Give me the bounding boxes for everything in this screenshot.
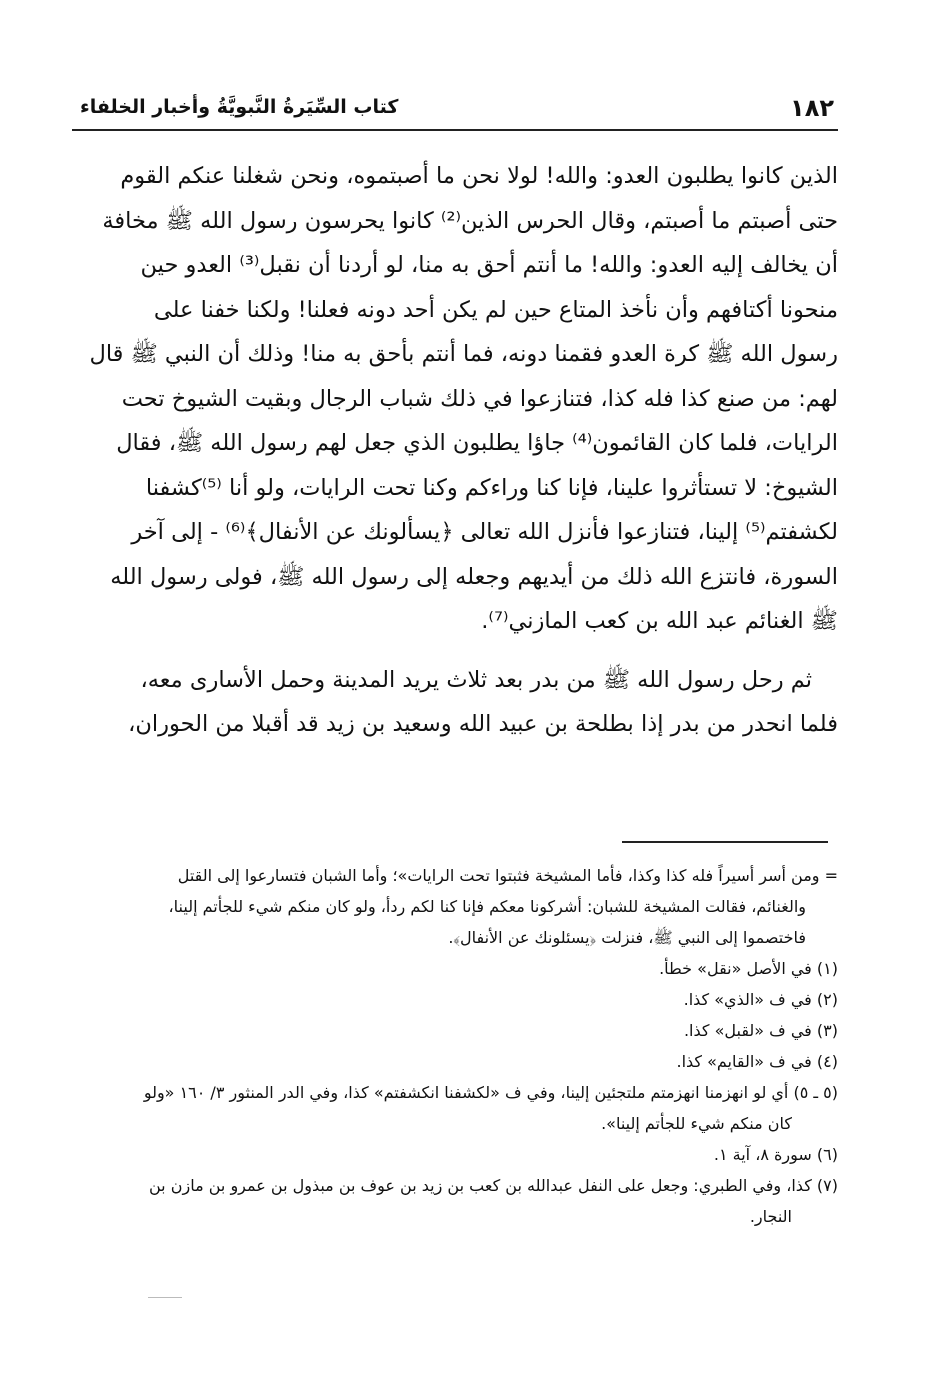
- text-line: الذين كانوا يطلبون العدو: والله! لولا نحن ما أصبتموه، ونحن شغلنا عنكم القوم: [120, 163, 838, 189]
- page-number: ١٨٢: [790, 94, 834, 122]
- footnote-4: (٤) في ف «القايم» كذا.: [676, 1052, 838, 1071]
- footnote-continuation-line: فاختصموا إلى النبي ﷺ، فنزلت ﴿يسئلونك عن الأنفال﴾.: [448, 928, 806, 947]
- footnote-5: (٥ ـ ٥) أي لو انهزمنا انهزمتم ملتجئين إلينا، وفي ف «لكشفنا انكشفتم» كذا، وفي الدر المنثور ٣/ ١٦٠ «ولو: [143, 1083, 838, 1102]
- footnote-2: (٢) في ف «الذي» كذا.: [683, 990, 838, 1009]
- footnote-7: (٧) كذا، وفي الطبري: وجعل على النفل عبدالله بن كعب بن زيد بن عوف بن مبذول بن عمرو بن مازن بن: [149, 1176, 838, 1195]
- footnote-continuation-line: والغنائم، فقالت المشيخة للشبان: أشركونا معكم فإنا كنا لكم ردأ، ولو كان منكم شيء للجأتم إلينا،: [168, 897, 806, 916]
- footnote-7-continuation: النجار.: [749, 1207, 792, 1226]
- text-line: الشيوخ: لا تستأثروا علينا، فإنا كنا وراءكم وكنا تحت الرايات، ولو أنا ⁽⁵⁾كشفنا: [145, 474, 838, 501]
- footnotes: [74, 860, 838, 1232]
- footnote-continuation-line: = ومن أسر أسيراً فله كذا وكذا، فأما المشيخة فثبتوا تحت الرايات»؛ وأما الشبان فتسارعوا إلى القتل: [177, 866, 838, 885]
- text-line: ﷺ الغنائم عبد الله بن كعب المازني⁽⁷⁾.: [481, 608, 838, 634]
- text-line: لهم: من صنع كذا فله كذا، فتنازعوا في ذلك شباب الرجال وبقيت الشيوخ تحت: [121, 385, 838, 412]
- running-head: [72, 88, 838, 128]
- scan-mark: [148, 1297, 182, 1298]
- footnote-6: (٦) سورة ٨، آية ١.: [713, 1145, 838, 1164]
- text-line: منحونا أكتافهم وأن نأخذ المتاع حين لم يكن أحد دونه فعلنا! ولكنا خفنا على: [153, 296, 838, 323]
- footnote-1: (١) في الأصل «نقل» خطأ.: [659, 959, 838, 978]
- text-line: فلما انحدر من بدر إذا بطلحة بن عبيد الله وسعيد بن زيد قد أقبلا من الحوران،: [128, 711, 838, 737]
- text-line: أن يخالف إليه العدو: والله! ما أنتم أحق به منا، لو أردنا أن نقبل⁽³⁾ العدو حين: [140, 252, 838, 278]
- text-line: الرايات، فلما كان القائمون⁽⁴⁾ جاؤا يطلبون الذي جعل لهم رسول الله ﷺ، فقال: [116, 430, 838, 456]
- text-line: ثم رحل رسول الله ﷺ من بدر بعد ثلاث يريد المدينة وحمل الأسارى معه،: [140, 666, 812, 693]
- footnote-3: (٣) في ف «لقبل» كذا.: [683, 1021, 838, 1040]
- footnote-separator: [622, 841, 828, 843]
- text-line: رسول الله ﷺ كرة العدو فقمنا دونه، فما أنتم بأحق به منا! وذلك أن النبي ﷺ قال: [89, 341, 838, 367]
- book-title: كتاب السِّيَرةُ النَّبويَّةُ وأخبار الخلفاء: [80, 96, 399, 118]
- text-line: لكشفتم⁽⁵⁾ إلينا، فتنازعوا فأنزل الله تعالى ﴿يسألونك عن الأنفال﴾⁽⁶⁾ - إلى آخر: [131, 519, 838, 545]
- footnote-5-continuation: كان منكم شيء للجأتم إلينا».: [601, 1114, 792, 1133]
- text-line: حتى أصبتم ما أصبتم، وقال الحرس الذين⁽²⁾ كانوا يحرسون رسول الله ﷺ مخافة: [102, 207, 838, 234]
- header-rule: [72, 129, 838, 131]
- main-text: [74, 154, 838, 747]
- text-line: السورة، فانتزع الله ذلك من أيديهم وجعله إلى رسول الله ﷺ، فولى رسول الله: [110, 563, 838, 590]
